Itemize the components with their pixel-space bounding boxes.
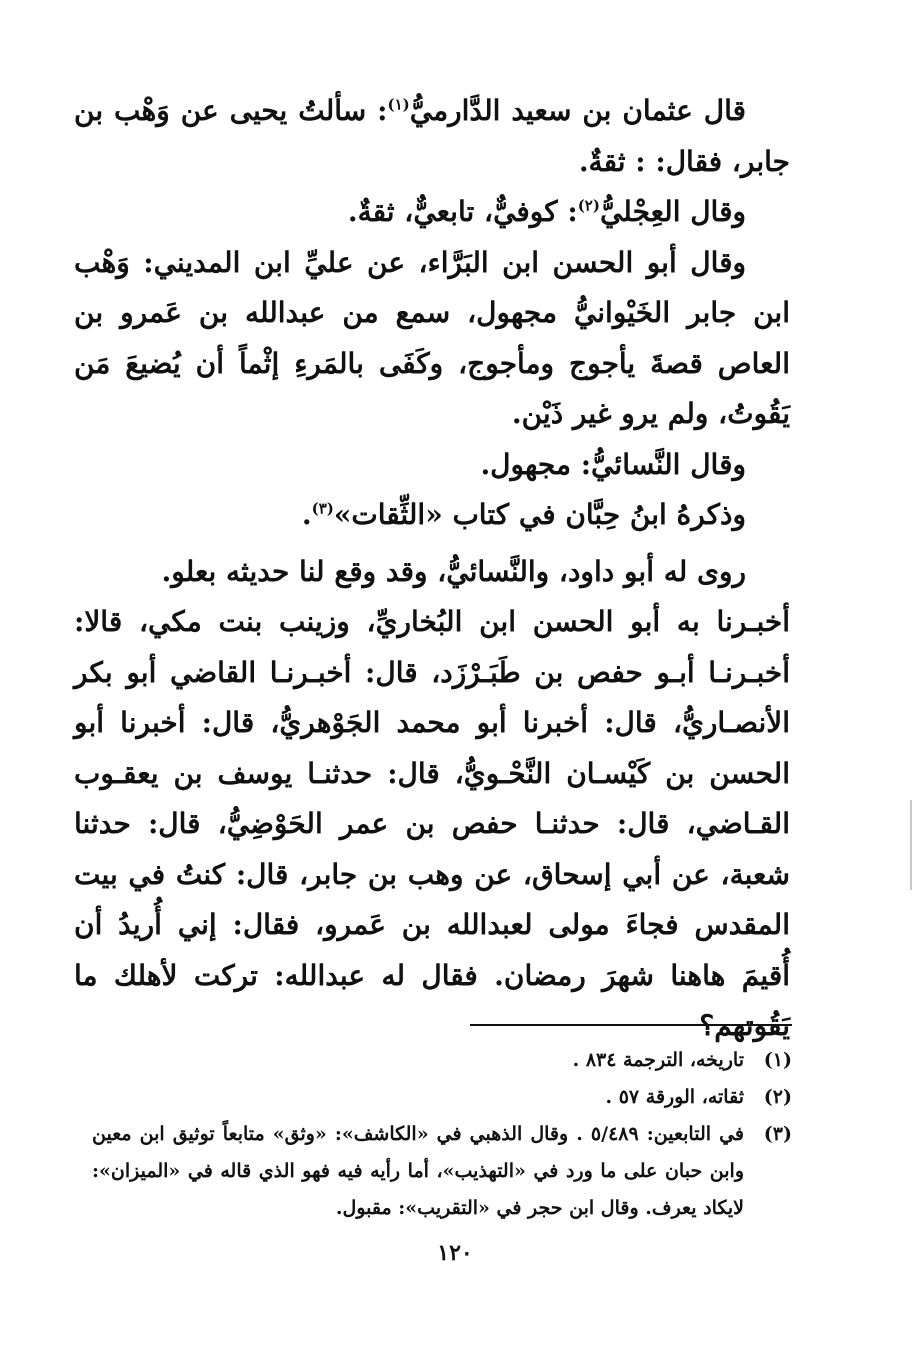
paragraph-ijli-end: : كوفيٌّ، تابعيٌّ، ثقةٌ.: [347, 195, 578, 228]
paragraph-isnad: أخبـرنا به أبو الحسن ابن البُخاريِّ، وزينب بنت مكي، قالا: أخبـرنـا أبـو حفص بن طَبَـرْزَد، قال: أخبـرنـا القاضي أبو بكر الأنصـاريُّ، قال: أخبرنا أبو محمد الجَوْهريُّ، قال: أخبرنا أبو الحسن بن كَيْسـان النَّحْـويُّ، قال: حدثنـا يوسف بن يعقـوب القـاضي، قال: حدثنـا حفص بن عمر الحَوْضِيُّ، قال: حدثنا شعبة، عن أبي إسحاق، عن وهب بن جابر، قال: كنتُ في بيت المقدس فجاءَ مولى لعبدالله بن عَمرو، فقال: إني أُريدُ أن أُقيمَ هاهنا شهرَ رمضان. فقال له عبدالله: تركت لأهلك ما يَقُوتهم؟: [74, 605, 790, 1042]
footnote-2: [92, 1079, 792, 1116]
paragraph-ijli: [74, 187, 790, 238]
footnote-text: في التابعين: ٥/٤٨٩ . وقال الذهبي في «الكاشف»: «وثق» متابعاً توثيق ابن معين وابن حبان على ما ورد في «التهذيب»، أما رأيه فيه فهو الذي قاله في «الميزان»: لايكاد يعرف. وقال ابن حجر في «التقريب»: مقبول.: [92, 1123, 744, 1219]
footnote-text: تاريخه، الترجمة ٨٣٤ .: [572, 1049, 744, 1071]
footnotes: [92, 1042, 792, 1227]
footnote-3: [92, 1116, 792, 1227]
footnote-separator: [470, 1024, 792, 1026]
paragraph-ijli-start: وقال العِجْليُّ: [599, 195, 746, 228]
paragraph-ibn-hibban-start: وذكرهُ ابنُ حِبَّان في كتاب «الثِّقات»: [333, 498, 746, 531]
footnote-ref-1[interactable]: (١): [387, 95, 410, 114]
page-number: ١٢٠: [437, 1240, 473, 1266]
paragraph-ibn-hibban: [74, 490, 790, 541]
footnote-ref-3[interactable]: (٣): [311, 499, 334, 518]
paragraph-darimi: [74, 86, 790, 187]
paragraph-ibn-al-madini: وقال أبو الحسن ابن البَرَّاء، عن عليِّ ابن المديني: وَهْب ابن جابر الخَيْوانيُّ مجهول، سمع من عبدالله بن عَمرو بن العاص قصةَ يأجوج ومأجوج، وكَفَى بالمَرءِ إثْماً أن يُضيعَ مَن يَقُوتُ، ولم يرو غير ذَيْن.: [74, 245, 790, 430]
paragraph-ibn-hibban-end: .: [301, 498, 312, 531]
footnote-number: (١): [763, 1049, 792, 1071]
footnote-1: [92, 1042, 792, 1079]
footnote-ref-2[interactable]: (٢): [577, 196, 600, 215]
footnote-number: (٣): [763, 1123, 792, 1145]
paragraph-darimi-end: : سألتُ يحيى عن وَهْب بن جابر، فقال: : ثقةٌ.: [74, 94, 790, 178]
paragraph-darimi-start: قال عثمان بن سعيد الدَّارميُّ: [409, 94, 746, 127]
main-text: [74, 86, 790, 1052]
footnote-number: (٢): [763, 1086, 792, 1108]
paragraph-narrators: روى له أبو داود، والنَّسائيُّ، وقد وقع لنا حديثه بعلو.: [161, 554, 746, 588]
paragraph-nasai: وقال النَّسائيُّ: مجهول.: [480, 447, 746, 481]
footnote-text: ثقاته، الورقة ٥٧ .: [605, 1086, 744, 1108]
